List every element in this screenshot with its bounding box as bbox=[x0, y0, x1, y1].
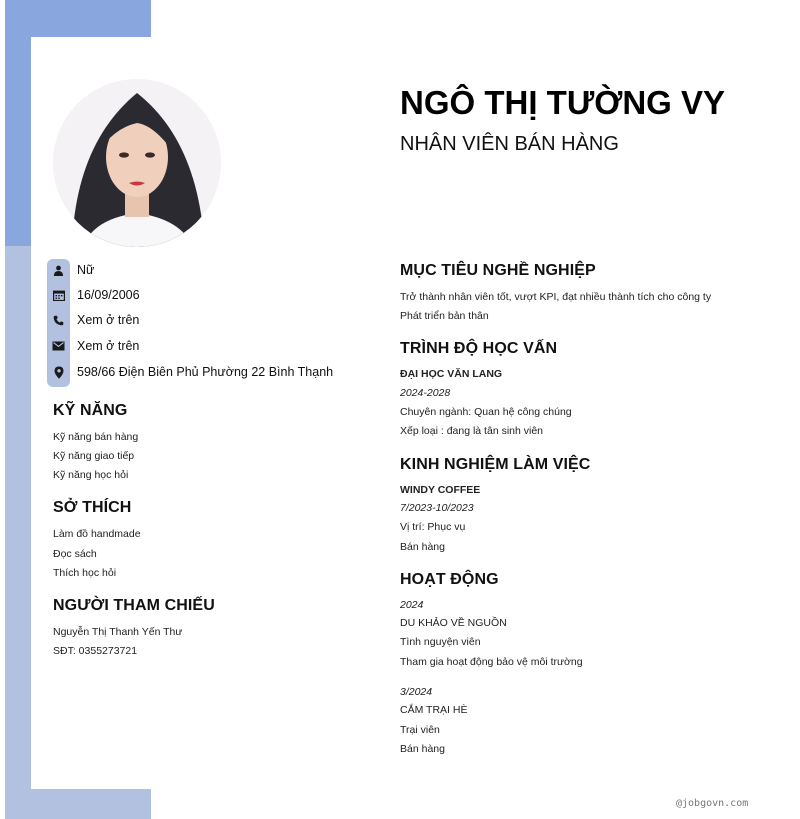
phone-value: Xem ở trên bbox=[77, 313, 140, 327]
objective-title: MỤC TIÊU NGHỀ NGHIỆP bbox=[400, 262, 596, 279]
dob-value: 16/09/2006 bbox=[77, 288, 140, 302]
activity-desc: Tham gia hoạt động bảo vệ môi trường bbox=[400, 656, 583, 668]
objective-line: Phát triển bản thân bbox=[400, 310, 489, 322]
hobby-item: Làm đồ handmade bbox=[53, 528, 141, 540]
hobbies-title: SỞ THÍCH bbox=[53, 499, 132, 516]
experience-company: WINDY COFFEE bbox=[400, 484, 481, 496]
watermark: @jobgovn.com bbox=[676, 798, 749, 809]
education-school: ĐẠI HỌC VĂN LANG bbox=[400, 368, 503, 380]
activity-desc: Bán hàng bbox=[400, 743, 445, 755]
location-icon bbox=[47, 361, 70, 383]
reference-title: NGƯỜI THAM CHIẾU bbox=[53, 597, 215, 614]
contact-address bbox=[47, 361, 377, 383]
experience-line: Vị trí: Phục vụ bbox=[400, 521, 466, 533]
experience-period: 7/2023-10/2023 bbox=[400, 502, 474, 514]
reference-name: Nguyễn Thị Thanh Yến Thư bbox=[53, 626, 183, 638]
contact-dob bbox=[47, 284, 377, 306]
activity-role: Tình nguyện viên bbox=[400, 636, 481, 648]
address-value: 598/66 Điện Biên Phủ Phường 22 Bình Thạnh bbox=[77, 365, 334, 379]
reference-phone: SĐT: 0355273721 bbox=[53, 645, 138, 657]
hobby-item: Đọc sách bbox=[53, 548, 97, 560]
experience-line: Bán hàng bbox=[400, 541, 445, 553]
user-icon bbox=[47, 259, 70, 281]
activity-name: DU KHẢO VỀ NGUỒN bbox=[400, 617, 507, 629]
phone-icon bbox=[47, 309, 70, 331]
candidate-name: NGÔ THỊ TƯỜNG VY bbox=[400, 84, 726, 121]
skill-item: Kỹ năng bán hàng bbox=[53, 431, 139, 443]
education-period: 2024-2028 bbox=[400, 387, 451, 399]
profile-photo bbox=[53, 79, 221, 247]
skill-item: Kỹ năng giao tiếp bbox=[53, 450, 135, 462]
activity-name: CẮM TRẠI HÈ bbox=[400, 704, 468, 716]
calendar-icon bbox=[47, 284, 70, 306]
contact-phone bbox=[47, 309, 377, 331]
experience-title: KINH NGHIỆM LÀM VIỆC bbox=[400, 456, 591, 473]
mail-icon bbox=[47, 335, 70, 357]
activities-title: HOẠT ĐỘNG bbox=[400, 571, 499, 588]
skills-title: KỸ NĂNG bbox=[53, 402, 128, 419]
email-value: Xem ở trên bbox=[77, 339, 140, 353]
activity-year: 3/2024 bbox=[400, 686, 433, 698]
gender-value: Nữ bbox=[77, 263, 95, 277]
contact-email bbox=[47, 335, 377, 357]
education-title: TRÌNH ĐỘ HỌC VẤN bbox=[400, 340, 558, 357]
skill-item: Kỹ năng học hỏi bbox=[53, 469, 129, 481]
education-line: Chuyên ngành: Quan hệ công chúng bbox=[400, 406, 572, 418]
activity-year: 2024 bbox=[400, 599, 424, 611]
activity-role: Trại viên bbox=[400, 724, 440, 736]
hobby-item: Thích học hỏi bbox=[53, 567, 117, 579]
objective-line: Trở thành nhân viên tốt, vượt KPI, đạt nhiều thành tích cho công ty bbox=[400, 291, 712, 303]
education-line: Xếp loại : đang là tân sinh viên bbox=[400, 425, 544, 437]
contact-gender bbox=[47, 259, 377, 281]
candidate-role: NHÂN VIÊN BÁN HÀNG bbox=[400, 133, 619, 155]
